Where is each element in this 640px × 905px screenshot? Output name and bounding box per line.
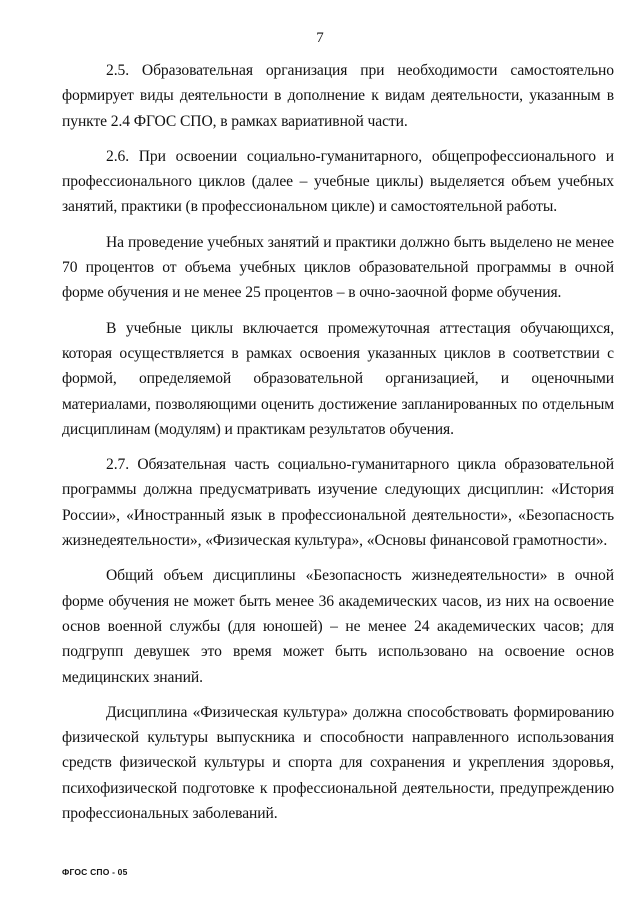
- paragraph-attestation: В учебные циклы включается промежуточная аттестация обучающихся, которая осуществляется в рамках освоения указанных циклов в соответствии с формой, определяемой образовательной организацией, и оценочными материалами, позволяющими оценить достижение запланированных по отдельным дисциплинам (модулям) и практикам результатов обучения.: [62, 319, 614, 438]
- footer-label: ФГОС СПО - 05: [62, 867, 128, 877]
- paragraph-2-6: 2.6. При освоении социально-гуманитарного, общепрофессионального и профессионального циклов (далее – учебные циклы) выделяется объем учебных занятий, практики (в профессиональном цикле) и самостоятельной работы.: [62, 147, 614, 216]
- page-number: 7: [316, 30, 324, 46]
- paragraph-life-safety: Общий объем дисциплины «Безопасность жизнедеятельности» в очной форме обучения не может быть менее 36 академических часов, из них на освоение основ военной службы (для юношей) – не менее 24 академических часов; для подгрупп девушек это время может быть использовано на освоение основ медицинских знаний.: [62, 567, 614, 686]
- paragraph-2-5: 2.5. Образовательная организация при необходимости самостоятельно формирует виды деятельности в дополнение к видам деятельности, указанным в пункте 2.4 ФГОС СПО, в рамках вариативной части.: [62, 62, 614, 130]
- paragraph-practice-volume: На проведение учебных занятий и практики должно быть выделено не менее 70 процентов от объема учебных циклов образовательной программы в очной форме обучения и не менее 25 процентов – в очно-заочной форме обучения.: [62, 233, 614, 302]
- paragraph-physical-culture: Дисциплина «Физическая культура» должна способствовать формированию физической культуры выпускника и способности направленного использования средств физической культуры и спорта для сохранения и укрепления здоровья, психофизической подготовке к профессиональной деятельности, предупреждению профессиональных заболеваний.: [62, 703, 614, 823]
- paragraph-2-7: 2.7. Обязательная часть социально-гуманитарного цикла образовательной программы должна предусматривать изучение следующих дисциплин: «История России», «Иностранный язык в профессиональной деятельности», «Безопасность жизнедеятельности», «Физическая культура», «Основы финансовой грамотности».: [62, 456, 614, 550]
- document-body: [62, 58, 614, 836]
